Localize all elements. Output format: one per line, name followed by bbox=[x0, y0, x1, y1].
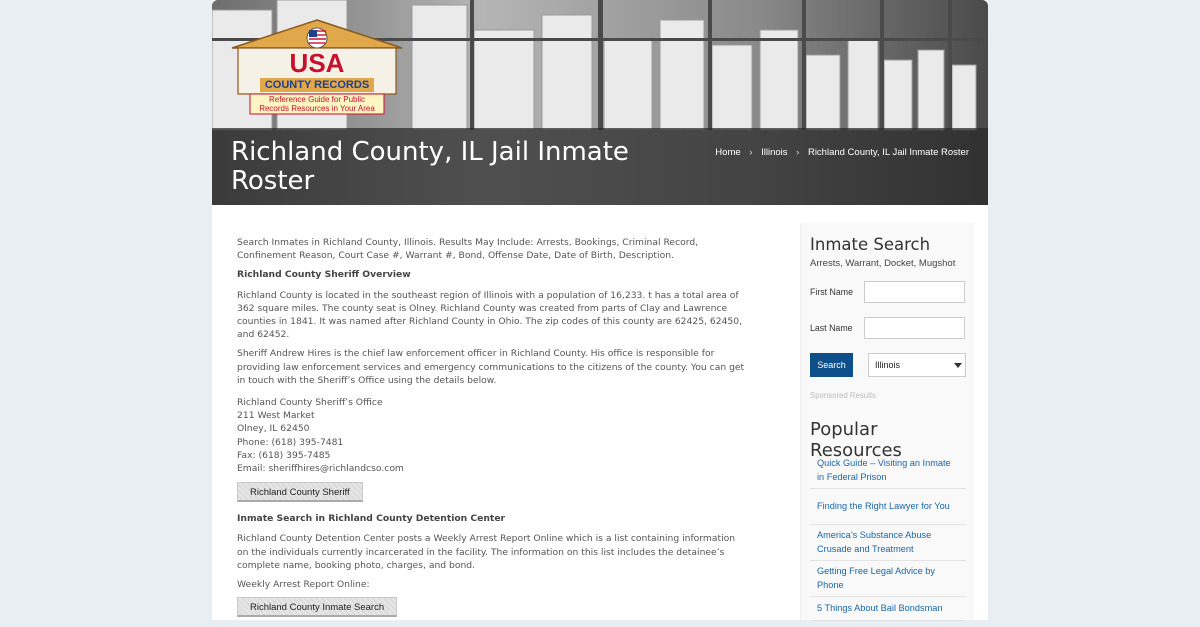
list-item bbox=[810, 525, 966, 561]
search-button[interactable]: Search bbox=[810, 353, 853, 377]
sidebar bbox=[800, 223, 974, 620]
last-name-label: Last Name bbox=[810, 323, 853, 333]
address-email: Email: sheriffhires@richlandcso.com bbox=[237, 463, 404, 475]
intro-text: Search Inmates in Richland County, Illinois. Results May Include: Arrests, Bookings, Criminal Record, Confinement Reason, Court Case #, Warrant #, Bond, Offense Date, Date of Birth, Description. bbox=[237, 237, 699, 262]
inmate-search-subtitle: Arrests, Warrant, Docket, Mugshot bbox=[810, 258, 956, 269]
overview-paragraph-1: Richland County is located in the southeast region of Illinois with a population of 16,233. t has a total area of 362 square miles. The county seat is Olney. Richland County was created from parts of Clay and Lawrence counties in 1841. It was named after Richland County in Ohio. The zip codes of this county are 62425, 62450, and 62452. bbox=[237, 289, 743, 341]
address-line: Olney, IL 62450 bbox=[237, 423, 310, 435]
caret-down-icon bbox=[954, 363, 962, 368]
breadcrumb-illinois[interactable]: Illinois bbox=[761, 147, 788, 158]
chevron-right-icon: › bbox=[796, 147, 800, 158]
logo-tagline-1: Reference Guide for Public bbox=[268, 95, 366, 104]
logo-usa: USA bbox=[289, 48, 345, 78]
hero-banner bbox=[212, 0, 988, 205]
list-item bbox=[810, 561, 966, 597]
overview-heading: Richland County Sheriff Overview bbox=[237, 269, 411, 281]
inmate-search-title: Inmate Search bbox=[810, 235, 931, 254]
last-name-input[interactable] bbox=[864, 317, 965, 339]
main-content bbox=[237, 236, 747, 627]
address-line: Richland County Sheriff’s Office bbox=[237, 397, 383, 409]
popular-resource-link[interactable]: Finding the Right Lawyer for You bbox=[817, 500, 950, 511]
richland-county-sheriff-button[interactable]: Richland County Sheriff bbox=[237, 482, 363, 502]
popular-resource-link[interactable]: Quick Guide – Visiting an Inmate in Federal Prison bbox=[817, 458, 951, 482]
richland-county-inmate-search-button[interactable]: Richland County Inmate Search bbox=[237, 597, 397, 617]
page-title: Richland County, IL Jail Inmate Roster bbox=[231, 137, 629, 196]
logo-county-records: COUNTY RECORDS bbox=[264, 79, 370, 91]
breadcrumb bbox=[715, 147, 969, 158]
logo-text bbox=[230, 18, 404, 116]
popular-resource-link[interactable]: Getting Free Legal Advice by Phone bbox=[817, 566, 935, 590]
page-container bbox=[212, 0, 988, 620]
logo-tagline-2: Records Resources in Your Area bbox=[259, 104, 375, 113]
list-item bbox=[810, 453, 966, 489]
popular-resource-link[interactable]: 5 Things About Bail Bondsman bbox=[817, 602, 943, 613]
overview-paragraph-2: Sheriff Andrew Hires is the chief law enforcement officer in Richland County. His office is responsible for providing law enforcement services and emergency communications to the citizens of the county. You can get in touch with the Sheriff’s Office using the details below. bbox=[237, 348, 745, 386]
state-select-value: Illinois bbox=[875, 360, 901, 370]
detention-heading: Inmate Search in Richland County Detention Center bbox=[237, 513, 506, 525]
address-fax: Fax: (618) 395-7485 bbox=[237, 449, 331, 461]
list-item bbox=[810, 489, 966, 525]
state-select[interactable] bbox=[868, 353, 966, 377]
chevron-right-icon: › bbox=[749, 147, 753, 158]
popular-resources-list bbox=[810, 453, 966, 621]
sponsored-results-label: Sponsored Results bbox=[810, 391, 876, 400]
first-name-input[interactable] bbox=[864, 281, 965, 303]
popular-resource-link[interactable]: America’s Substance Abuse Crusade and Treatment bbox=[817, 530, 932, 554]
detention-paragraph: Richland County Detention Center posts a Weekly Arrest Report Online which is a list containing information on the individuals currently incarcerated in the facility. The information on this list includes the detainee’s complete name, booking photo, charges, and bond. bbox=[237, 533, 736, 571]
popular-resources-title: Popular Resources bbox=[810, 419, 902, 461]
address-line: 211 West Market bbox=[237, 410, 315, 422]
breadcrumb-current: Richland County, IL Jail Inmate Roster bbox=[807, 147, 969, 158]
breadcrumb-home[interactable]: Home bbox=[715, 147, 741, 158]
list-item bbox=[810, 597, 966, 621]
first-name-label: First Name bbox=[810, 287, 854, 297]
weekly-report-label: Weekly Arrest Report Online: bbox=[237, 579, 370, 591]
address-phone: Phone: (618) 395-7481 bbox=[237, 436, 344, 448]
